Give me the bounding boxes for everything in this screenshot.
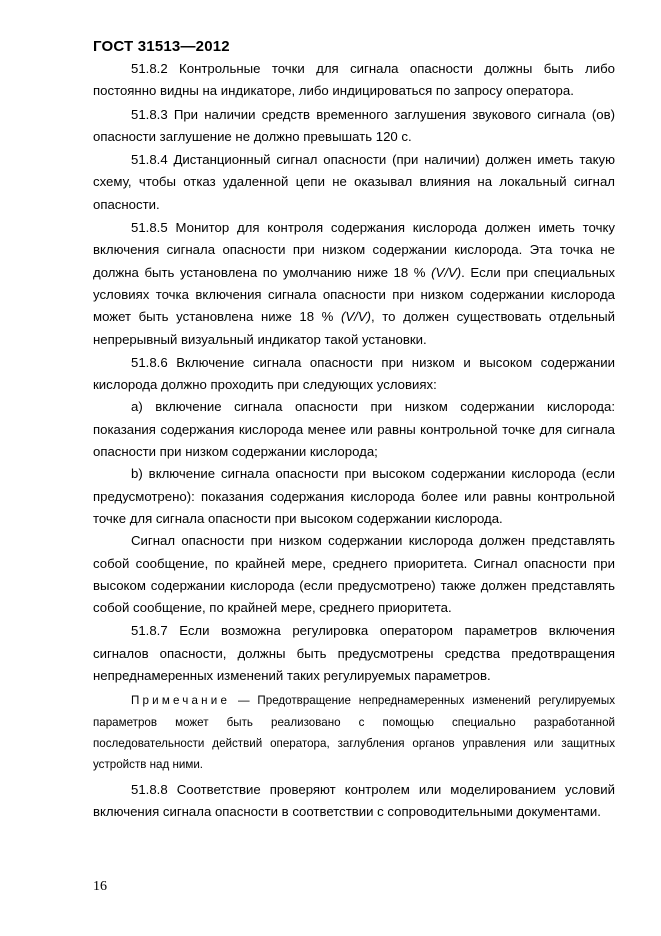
paragraph-51-8-8: 51.8.8 Соответствие проверяют контролем или моделированием условий включения сигнала опасности в соответствии с сопроводительными документами. <box>93 782 615 820</box>
list-item-a: a) включение сигнала опасности при низком содержании кислорода: показания содержания кислорода менее или равны контрольной точке для сигнала опасности при низком содержании кислорода; <box>93 399 615 460</box>
document-body <box>93 58 615 824</box>
paragraph-51-8-6: 51.8.6 Включение сигнала опасности при низком и высоком содержании кислорода должно проходить при следующих условиях: <box>93 354 615 393</box>
paragraph-priority: Сигнал опасности при низком содержании кислорода должен представлять собой сообщение, по крайней мере, среднего приоритета. Сигнал опасности при высоком содержании кислорода (если предусмотрено) также должен представлять собой сообщение, по крайней мере, среднего приоритета. <box>93 533 615 616</box>
paragraph-51-8-2: 51.8.2 Контрольные точки для сигнала опасности должны быть либо постоянно видны на индикаторе, либо индицироваться по запросу оператора. <box>93 61 615 99</box>
paragraph-51-8-3: 51.8.3 При наличии средств временного заглушения звукового сигнала (ов) опасности заглушение не должно превышать 120 с. <box>93 106 615 144</box>
unit-italic: (V/V) <box>340 309 372 325</box>
unit-italic: (V/V) <box>431 264 462 280</box>
paragraph-51-8-7: 51.8.7 Если возможна регулировка оператором параметров включения сигналов опасности, должны быть предусмотрены средства предотвращения непреднамеренных изменений таких регулируемых параметров. <box>93 623 615 684</box>
note <box>93 690 615 775</box>
page-number: 16 <box>93 879 107 894</box>
paragraph-51-8-5 <box>93 217 615 351</box>
paragraph-text: , то должен существовать отдельный непрерывный визуальный индикатор такой установки. <box>93 309 615 347</box>
paragraph-text: . Если при специальных условиях точка включения сигнала опасности при низком содержании кислорода может быть установлена ниже 18 % <box>93 264 615 325</box>
note-label: Примечание <box>131 694 231 708</box>
note-text: — Предотвращение непреднамеренных изменений регулируемых параметров может быть реализовано с помощью специально разработанной последовательности действий оператора, заглубления органов управления или защитных устройств над ними. <box>93 694 615 771</box>
list-item-b: b) включение сигнала опасности при высоком содержании кислорода (если предусмотрено): показания содержания кислорода более или равны контрольной точке для сигнала опасности при высоком содержании кислорода. <box>93 466 615 526</box>
document-header: ГОСТ 31513—2012 <box>93 38 230 55</box>
paragraph-text: 51.8.5 Монитор для контроля содержания кислорода должен иметь точку включения сигнала опасности при низком содержании кислорода. Эта точка не должна быть установлена по умолчанию ниже 18 % <box>93 220 615 280</box>
paragraph-51-8-4: 51.8.4 Дистанционный сигнал опасности (при наличии) должен иметь такую схему, чтобы отказ удаленной цепи не оказывал влияния на локальный сигнал опасности. <box>93 152 615 212</box>
